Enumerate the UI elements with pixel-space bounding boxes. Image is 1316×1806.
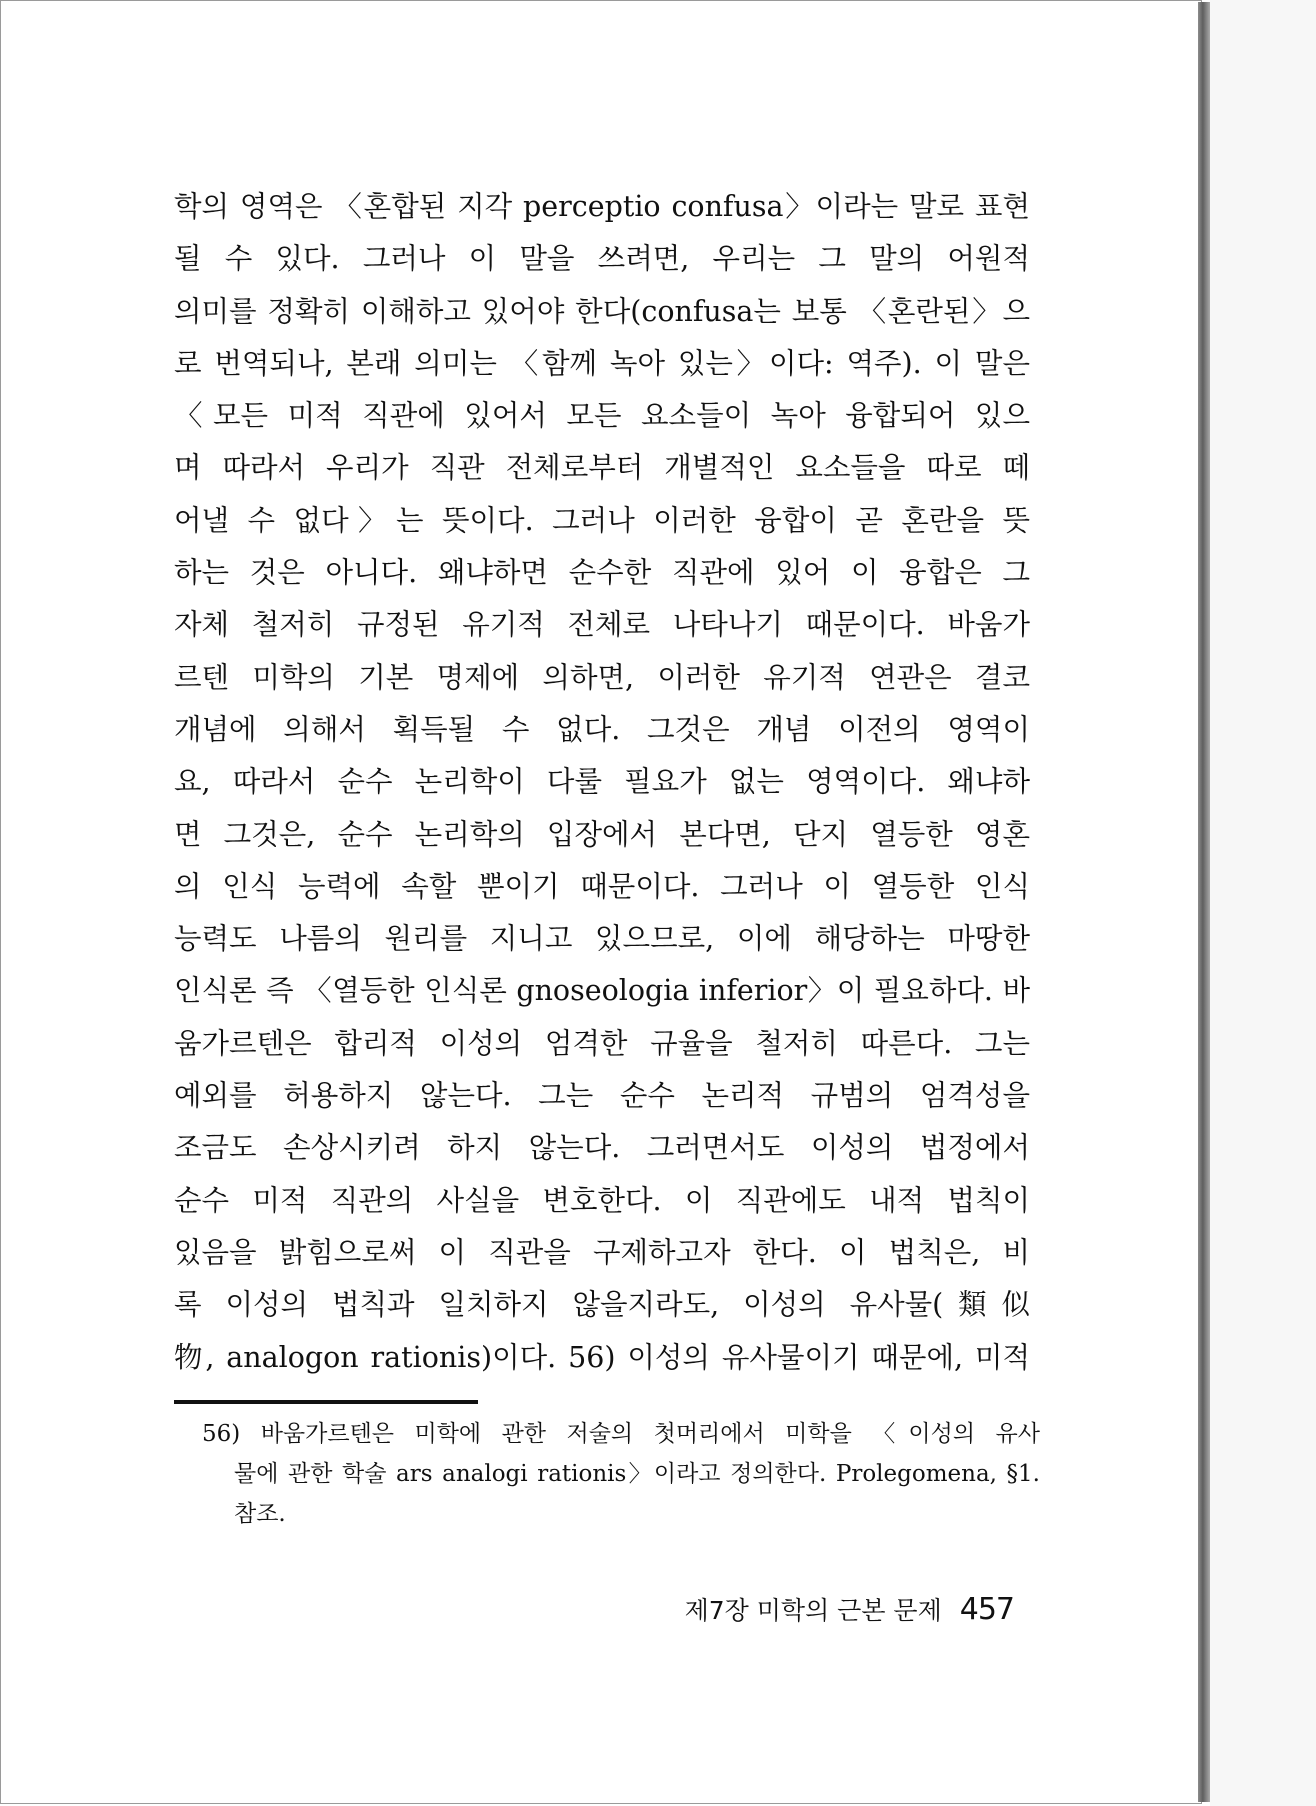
text-line: 예외를 허용하지 않는다. 그는 순수 논리적 규범의 엄격성을 — [174, 1079, 1030, 1113]
text-line: 의 인식 능력에 속할 뿐이기 때문이다. 그러나 이 열등한 인식 — [174, 869, 1030, 903]
text-line: 物, analogon rationis)이다. 56) 이성의 유사물이기 때문에, 미적 — [174, 1340, 1030, 1374]
page-edge-shadow — [1198, 2, 1210, 1802]
text-line: 자체 철저히 규정된 유기적 전체로 나타나기 때문이다. 바움가 — [174, 608, 1030, 642]
footnote-line: 56) 바움가르텐은 미학에 관한 저술의 첫머리에서 미학을 〈이성의 유사 — [202, 1421, 1040, 1447]
page-outside-area — [1210, 0, 1316, 1806]
text-line: 로 번역되나, 본래 의미는 〈함께 녹아 있는〉이다: 역주). 이 말은 — [174, 346, 1030, 380]
text-line: 인식론 즉 〈열등한 인식론 gnoseologia inferior〉이 필요하다. 바 — [174, 974, 1030, 1008]
text-line: 면 그것은, 순수 논리학의 입장에서 본다면, 단지 열등한 영혼 — [174, 817, 1030, 851]
text-line: 될 수 있다. 그러나 이 말을 쓰려면, 우리는 그 말의 어원적 — [174, 242, 1030, 276]
text-line: 학의 영역은 〈혼합된 지각 perceptio confusa〉이라는 말로 표현 — [174, 190, 1030, 223]
page-number: 457 — [959, 1592, 1014, 1627]
footnotes — [174, 1414, 1040, 1534]
text-line: 순수 미적 직관의 사실을 변호한다. 이 직관에도 내적 법칙이 — [174, 1183, 1030, 1217]
text-line: 어낼 수 없다〉는 뜻이다. 그러나 이러한 융합이 곧 혼란을 뜻 — [174, 503, 1030, 537]
text-line: 있음을 밝힘으로써 이 직관을 구제하고자 한다. 이 법칙은, 비 — [174, 1235, 1030, 1269]
text-line: 능력도 나름의 원리를 지니고 있으므로, 이에 해당하는 마땅한 — [174, 922, 1030, 956]
chapter-title: 제7장 미학의 근본 문제 — [684, 1596, 942, 1625]
text-line: 개념에 의해서 획득될 수 없다. 그것은 개념 이전의 영역이 — [174, 712, 1030, 746]
text-line: 며 따라서 우리가 직관 전체로부터 개별적인 요소들을 따로 떼 — [174, 451, 1030, 485]
footnote-line: 물에 관한 학술 ars analogi rationis〉이라고 정의한다. Prolegomena, §1. — [234, 1461, 1040, 1487]
body-text — [174, 181, 1030, 1384]
text-line: 요, 따라서 순수 논리학이 다룰 필요가 없는 영역이다. 왜냐하 — [174, 765, 1030, 799]
text-line: 르텐 미학의 기본 명제에 의하면, 이러한 유기적 연관은 결코 — [174, 660, 1030, 694]
text-line: 하는 것은 아니다. 왜냐하면 순수한 직관에 있어 이 융합은 그 — [174, 556, 1030, 590]
running-footer — [600, 1590, 1014, 1630]
footnote-line: 참조. — [234, 1501, 286, 1527]
text-line: 〈모든 미적 직관에 있어서 모든 요소들이 녹아 융합되어 있으 — [174, 399, 1030, 433]
footnote-divider — [174, 1400, 478, 1404]
text-line: 움가르텐은 합리적 이성의 엄격한 규율을 철저히 따른다. 그는 — [174, 1026, 1030, 1060]
text-line: 조금도 손상시키려 하지 않는다. 그러면서도 이성의 법정에서 — [174, 1131, 1030, 1165]
text-line: 의미를 정확히 이해하고 있어야 한다(confusa는 보통 〈혼란된〉으 — [174, 294, 1030, 328]
text-line: 록 이성의 법칙과 일치하지 않을지라도, 이성의 유사물(類似 — [174, 1288, 1030, 1322]
